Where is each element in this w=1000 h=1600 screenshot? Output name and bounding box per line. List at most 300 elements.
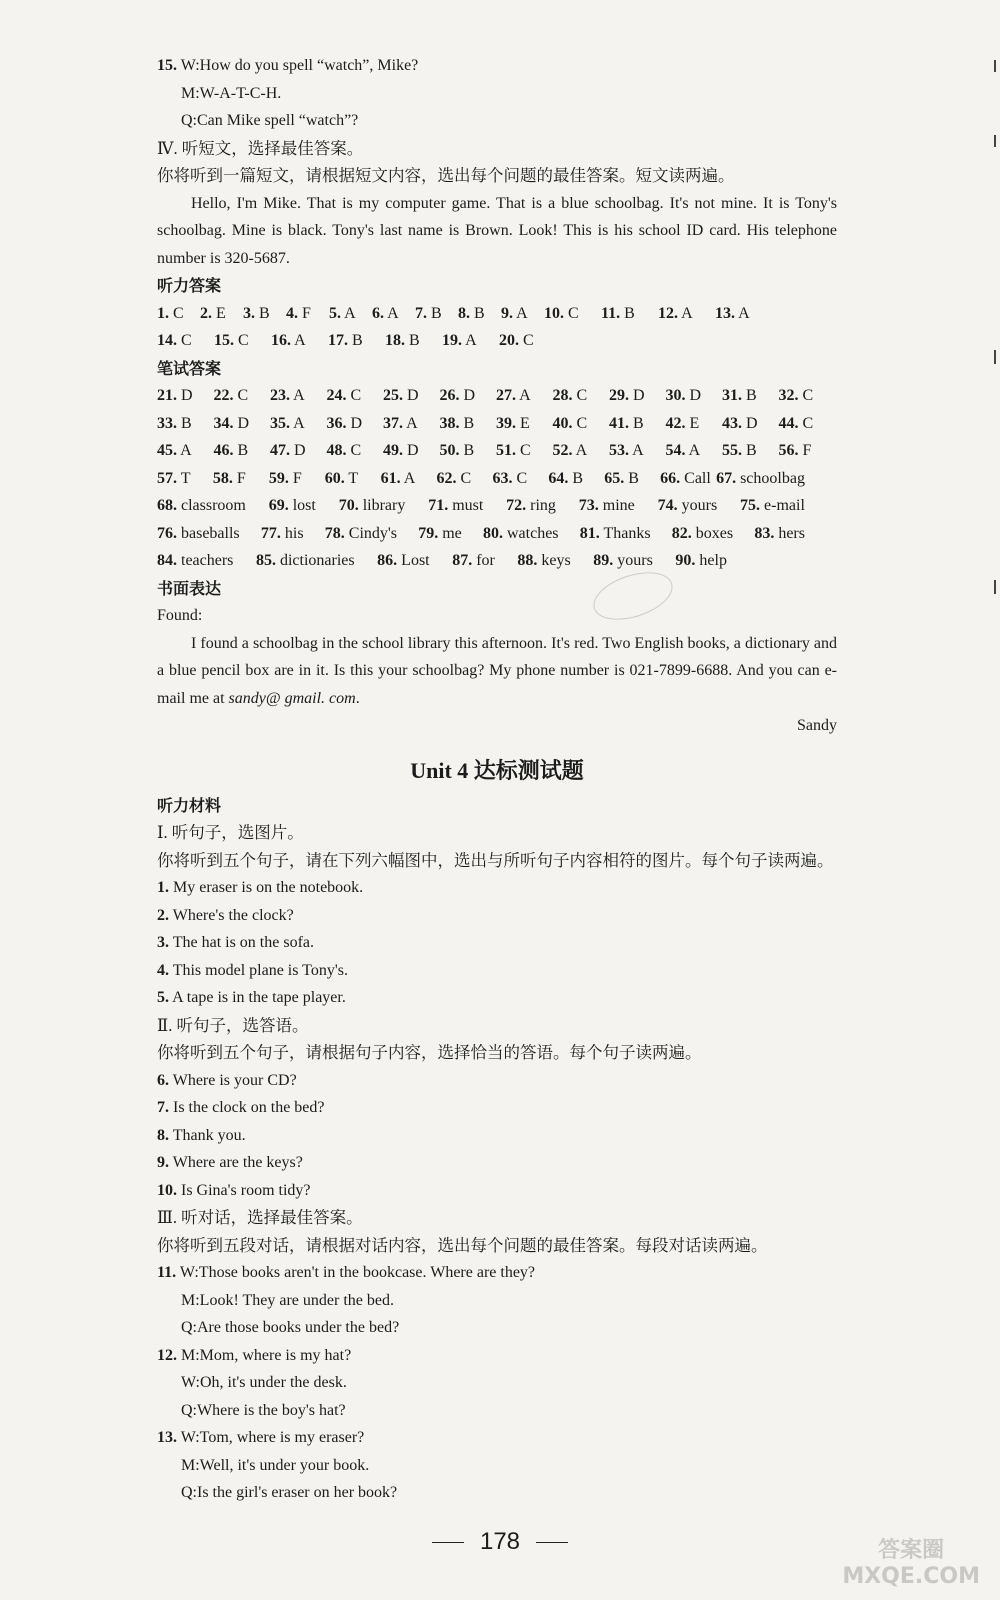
answer-value: dictionaries (275, 552, 355, 569)
answer-value: C (572, 387, 588, 404)
answer-item (327, 410, 384, 438)
answer-item (418, 520, 462, 548)
answer-value: yours (677, 497, 718, 514)
item-text: The hat is on the sofa. (169, 934, 315, 951)
answer-number: 27. (496, 387, 516, 404)
answer-item (437, 465, 490, 493)
answer-value: B (742, 442, 757, 459)
answer-value: for (472, 552, 495, 569)
answer-value: his (280, 524, 304, 542)
answer-number: 60. (324, 469, 345, 487)
dialogue-line: Q:Where is the boy's hat? (181, 1401, 346, 1419)
answer-value: A (629, 442, 644, 459)
answer-item (327, 437, 384, 465)
watermark-logo (842, 1538, 980, 1590)
answer-value: lost (288, 497, 316, 514)
answer-number: 6. (372, 304, 384, 322)
answer-item (381, 465, 434, 493)
item-number: 3. (157, 934, 169, 951)
answer-number: 82. (671, 524, 692, 542)
answer-number: 63. (492, 469, 513, 487)
answer-item (157, 327, 214, 355)
answer-number: 58. (212, 469, 233, 487)
list-item (157, 1177, 837, 1205)
answer-value: A (341, 304, 356, 322)
answer-item (666, 437, 723, 465)
writing-body-text: I found a schoolbag in the school library this afternoon. It's red. Two English books, a dictionary and a blue pencil box are in it. Is this your schoolbag? My phone number is 021-7899-6688. And you can e-mail me at (157, 634, 837, 707)
answer-item (609, 437, 666, 465)
answer-item (754, 520, 805, 548)
answer-value: F (798, 442, 812, 459)
answer-value: D (177, 387, 193, 404)
written-answers-heading: 笔试答案 (157, 358, 222, 378)
writing-signature: Sandy (797, 717, 837, 734)
listening-answers-heading: 听力答案 (157, 276, 222, 295)
item-number: 9. (157, 1154, 169, 1171)
item-number: 2. (157, 906, 169, 924)
answer-value: A (177, 442, 192, 459)
answer-item (327, 382, 384, 410)
answer-value: D (290, 442, 306, 459)
answer-item (157, 300, 200, 328)
answer-value: D (233, 414, 250, 432)
answer-item (157, 547, 233, 575)
answer-row (157, 437, 837, 465)
answer-number: 9. (501, 304, 513, 322)
edge-mark (994, 60, 996, 72)
item-text: This model plane is Tony's. (169, 961, 348, 979)
answer-item (440, 410, 497, 438)
answer-value: D (459, 387, 476, 404)
answer-number: 83. (754, 524, 775, 542)
item-number: 5. (157, 989, 169, 1006)
answer-number: 32. (778, 387, 799, 404)
edge-mark (994, 350, 996, 364)
answer-value: me (438, 524, 462, 542)
answer-number: 73. (578, 497, 599, 514)
answer-number: 37. (383, 414, 403, 432)
answer-value: watches (502, 524, 559, 542)
answer-value: F (288, 469, 302, 487)
answer-item (214, 410, 271, 438)
answer-item (740, 492, 805, 520)
answer-value: B (255, 304, 270, 322)
answer-value: D (685, 387, 702, 404)
answer-item (452, 547, 495, 575)
answer-number: 14. (157, 332, 177, 349)
answer-value: C (798, 387, 814, 404)
answer-value: B (348, 332, 363, 349)
answer-value: A (291, 332, 306, 349)
answer-item (329, 300, 372, 328)
answer-item (383, 382, 440, 410)
answer-item (579, 492, 635, 520)
answer-number: 10. (544, 304, 564, 322)
s1-items (157, 874, 837, 1012)
answer-value: A (400, 469, 416, 487)
answer-value: A (516, 387, 531, 404)
answer-number: 71. (428, 497, 449, 514)
answer-item (779, 382, 836, 410)
s1-heading: Ⅰ. 听句子，选图片。 (157, 823, 304, 842)
answer-value: Thanks (599, 524, 651, 542)
answer-item (286, 300, 329, 328)
answer-item (415, 300, 458, 328)
answer-item (261, 520, 304, 548)
answer-item (428, 492, 483, 520)
answer-value: C (346, 442, 362, 459)
writing-body (157, 630, 837, 713)
answer-number: 90. (675, 552, 696, 569)
list-item (157, 874, 837, 902)
dialogue-number: 11. (157, 1264, 177, 1281)
answer-item (609, 382, 666, 410)
answer-row (157, 382, 837, 410)
answer-item (553, 382, 610, 410)
answer-value: A (513, 304, 528, 322)
dialogue-line: M:Well, it's under your book. (181, 1456, 370, 1474)
dialogue-line: Q:Is the girl's eraser on her book? (181, 1484, 398, 1501)
answer-item (658, 492, 718, 520)
page-number-dash-left (432, 1542, 464, 1543)
answer-row (157, 327, 837, 355)
answer-value: C (564, 304, 579, 322)
answer-row (157, 492, 805, 520)
list-item (157, 902, 837, 930)
answer-value: A (735, 304, 750, 322)
answer-number: 21. (157, 387, 177, 404)
answer-value: E (516, 414, 530, 432)
answer-number: 42. (665, 414, 686, 432)
answer-value: yours (613, 552, 653, 569)
answer-number: 33. (157, 414, 177, 432)
list-item (157, 984, 837, 1012)
q15-line-w (157, 52, 837, 80)
written-answers-block (157, 382, 837, 575)
answer-number: 55. (722, 442, 742, 459)
item-number: 4. (157, 961, 169, 979)
dialogue-line: Q:Are those books under the bed? (181, 1319, 400, 1336)
answer-number: 5. (329, 304, 341, 322)
answer-value: C (346, 387, 362, 404)
answer-number: 25. (383, 387, 403, 404)
item-text: My eraser is on the notebook. (169, 879, 364, 896)
answer-number: 59. (268, 469, 289, 487)
answer-value: B (405, 332, 420, 349)
answer-number: 54. (665, 442, 686, 459)
answer-value: baseballs (177, 524, 240, 542)
q15-w-text: W:How do you spell “watch”, Mike? (177, 57, 419, 74)
answer-item (214, 327, 271, 355)
answer-number: 12. (658, 304, 678, 322)
page-number-dash-right (536, 1542, 568, 1543)
answer-item (672, 520, 733, 548)
answer-value: Lost (397, 552, 430, 569)
answer-value: C (512, 469, 528, 487)
answer-value: C (233, 387, 249, 404)
unit-title: Unit 4 达标测试题 (410, 757, 584, 783)
answer-item (593, 547, 653, 575)
answer-value: must (448, 497, 484, 514)
answer-value: C (456, 469, 472, 487)
answer-number: 45. (157, 442, 177, 459)
dialogue-line: W:Oh, it's under the desk. (181, 1374, 347, 1391)
answer-item (385, 327, 442, 355)
answer-number: 16. (271, 332, 291, 349)
answer-item (372, 300, 415, 328)
answer-item (440, 437, 497, 465)
answer-value: ring (526, 497, 556, 514)
answer-number: 61. (380, 469, 401, 487)
answer-item (722, 410, 779, 438)
answer-item (722, 437, 779, 465)
answer-number: 2. (200, 304, 212, 322)
answer-value: T (344, 469, 359, 487)
item-text: Where are the keys? (169, 1154, 303, 1171)
answer-number: 15. (214, 332, 234, 349)
answer-value: boxes (691, 524, 734, 542)
answer-number: 26. (439, 387, 460, 404)
answer-number: 44. (778, 414, 799, 432)
answer-value: A (462, 332, 477, 349)
answer-value: A (290, 387, 305, 404)
answer-value: B (624, 469, 639, 487)
answer-item (501, 300, 544, 328)
answer-number: 67. (716, 469, 737, 487)
answer-value: B (629, 414, 644, 432)
answer-item (496, 382, 553, 410)
answer-number: 24. (326, 387, 347, 404)
item-number: 10. (157, 1181, 177, 1199)
answer-number: 49. (383, 442, 403, 459)
answer-value: keys (537, 552, 571, 569)
answer-number: 36. (326, 414, 347, 432)
edge-mark (994, 580, 996, 594)
answer-item (517, 547, 570, 575)
answer-item (325, 465, 378, 493)
section4-instruction: 你将听到一篇短文，请根据短文内容，选出每个问题的最佳答案。短文读两遍。 (157, 166, 735, 185)
answer-value: B (620, 304, 635, 322)
item-text: Is the clock on the bed? (169, 1099, 325, 1116)
answer-item (601, 300, 658, 328)
answer-item (157, 382, 214, 410)
answer-item (157, 492, 246, 520)
s1-instruction: 你将听到五个句子，请在下列六幅图中，选出与所听句子内容相符的图片。每个句子读两遍。 (157, 850, 834, 870)
answer-number: 64. (548, 469, 569, 487)
answer-number: 22. (213, 387, 234, 404)
answer-number: 51. (496, 442, 516, 459)
dialogue-line: M:Look! They are under the bed. (181, 1291, 394, 1309)
dialogue-text: W:Those books aren't in the bookcase. Where are they? (176, 1264, 536, 1281)
answer-number: 11. (601, 304, 621, 322)
answer-number: 50. (439, 442, 460, 459)
answer-number: 1. (157, 304, 169, 322)
answer-value: B (459, 442, 475, 459)
edge-mark (994, 135, 996, 147)
s3-instruction: 你将听到五段对话，请根据对话内容，选出每个问题的最佳答案。每段对话读两遍。 (157, 1235, 768, 1255)
q15-line-m: M:W-A-T-C-H. (181, 84, 282, 102)
answer-item (492, 465, 545, 493)
answer-number: 53. (609, 442, 629, 459)
answer-value: A (290, 414, 305, 432)
answer-value: D (403, 387, 419, 404)
q15-line-q: Q:Can Mike spell “watch”? (181, 112, 359, 129)
answer-number: 31. (722, 387, 742, 404)
answer-item (157, 465, 210, 493)
answer-value: C (798, 414, 814, 432)
answer-value: Cindy's (344, 524, 397, 542)
answer-value: schoolbag (736, 469, 805, 487)
answer-number: 28. (552, 387, 573, 404)
answer-item (506, 492, 556, 520)
page-content (157, 52, 837, 1507)
answer-number: 18. (385, 332, 405, 349)
list-item (157, 1122, 837, 1150)
answer-item (483, 520, 559, 548)
answer-value: C (169, 304, 184, 322)
answer-item (715, 300, 772, 328)
item-text: Where is your CD? (169, 1071, 297, 1089)
answer-value: A (403, 414, 418, 432)
dialogue-line (157, 1342, 837, 1370)
answer-value: T (177, 469, 191, 487)
answer-item (609, 410, 666, 438)
writing-email: sandy@ gmail. com (228, 689, 356, 707)
listening-answers-block (157, 300, 837, 355)
answer-item (779, 410, 836, 438)
answer-number: 30. (665, 387, 686, 404)
answer-number: 89. (593, 552, 614, 569)
answer-item (377, 547, 429, 575)
list-item (157, 1149, 837, 1177)
answer-number: 7. (415, 304, 427, 322)
answer-item (269, 465, 322, 493)
writing-found-label: Found: (157, 607, 203, 624)
item-text: Is Gina's room tidy? (177, 1181, 311, 1199)
dialogue-number: 12. (157, 1346, 177, 1364)
answer-number: 85. (255, 552, 276, 569)
answer-value: E (212, 304, 226, 322)
answer-item (499, 327, 556, 355)
answer-row (157, 547, 727, 575)
answer-value: A (384, 304, 399, 322)
answer-item (325, 520, 397, 548)
answer-value: library (358, 497, 406, 514)
item-number: 6. (157, 1071, 169, 1089)
answer-value: B (742, 387, 757, 404)
answer-item (214, 382, 271, 410)
answer-item (269, 492, 316, 520)
answer-value: hers (774, 524, 805, 542)
answer-number: 19. (442, 332, 462, 349)
answer-number: 65. (604, 469, 625, 487)
answer-number: 3. (243, 304, 255, 322)
answer-number: 88. (517, 552, 538, 569)
answer-number: 86. (377, 552, 398, 569)
item-text: Thank you. (169, 1126, 246, 1144)
answer-number: 38. (439, 414, 460, 432)
answer-value: C (516, 442, 531, 459)
answer-item (666, 410, 723, 438)
writing-heading: 书面表达 (157, 578, 222, 598)
item-number: 8. (157, 1126, 169, 1144)
answer-value: A (685, 442, 701, 459)
answer-value: C (177, 332, 192, 349)
answer-item (339, 492, 406, 520)
answer-value: E (685, 414, 700, 432)
answer-number: 68. (157, 497, 177, 514)
answer-item (270, 410, 327, 438)
answer-item (271, 327, 328, 355)
answer-number: 72. (506, 497, 527, 514)
answer-value: D (403, 442, 419, 459)
watermark-line2: MXQE.COM (842, 1564, 980, 1589)
answer-item (256, 547, 355, 575)
list-item (157, 1067, 837, 1095)
answer-item (658, 300, 715, 328)
answer-number: 62. (436, 469, 457, 487)
answer-number: 79. (418, 524, 439, 542)
answer-item (722, 382, 779, 410)
answer-value: A (572, 442, 588, 459)
answer-value: C (519, 332, 534, 349)
answer-number: 35. (270, 414, 290, 432)
s2-items (157, 1067, 837, 1205)
answer-item (270, 382, 327, 410)
answer-row (157, 465, 805, 493)
answer-item (580, 520, 651, 548)
answer-item (328, 327, 385, 355)
answer-item (270, 437, 327, 465)
answer-number: 17. (328, 332, 348, 349)
answer-item (779, 437, 836, 465)
item-text: Where's the clock? (169, 906, 294, 924)
answer-value: B (177, 414, 192, 432)
answer-item (548, 465, 601, 493)
answer-value: D (742, 414, 758, 432)
answer-item (553, 437, 610, 465)
answer-value: B (568, 469, 584, 487)
answer-value: Call (680, 469, 711, 487)
dialogue-text: M:Mom, where is my hat? (177, 1346, 352, 1364)
answer-row (157, 300, 837, 328)
answer-item (716, 465, 805, 493)
answer-item (442, 327, 499, 355)
answer-item (675, 547, 727, 575)
section4-heading: Ⅳ. 听短文，选择最佳答案。 (157, 138, 364, 158)
answer-item (496, 437, 553, 465)
answer-number: 84. (157, 552, 177, 569)
answer-number: 48. (326, 442, 347, 459)
item-number: 1. (157, 879, 169, 896)
answer-number: 29. (609, 387, 629, 404)
answer-value: C (234, 332, 249, 349)
dialogue-line (157, 1259, 837, 1287)
answer-number: 13. (715, 304, 735, 322)
answer-value: teachers (177, 552, 234, 569)
list-item (157, 1094, 837, 1122)
answer-item (213, 465, 266, 493)
answer-number: 80. (482, 524, 503, 542)
answer-number: 70. (338, 497, 359, 514)
answer-item (383, 410, 440, 438)
dialogue-line (157, 1424, 837, 1452)
answer-item (660, 465, 713, 493)
answer-number: 20. (499, 332, 519, 349)
s2-heading: Ⅱ. 听句子，选答语。 (157, 1015, 309, 1035)
answer-number: 4. (286, 304, 298, 322)
answer-item (243, 300, 286, 328)
